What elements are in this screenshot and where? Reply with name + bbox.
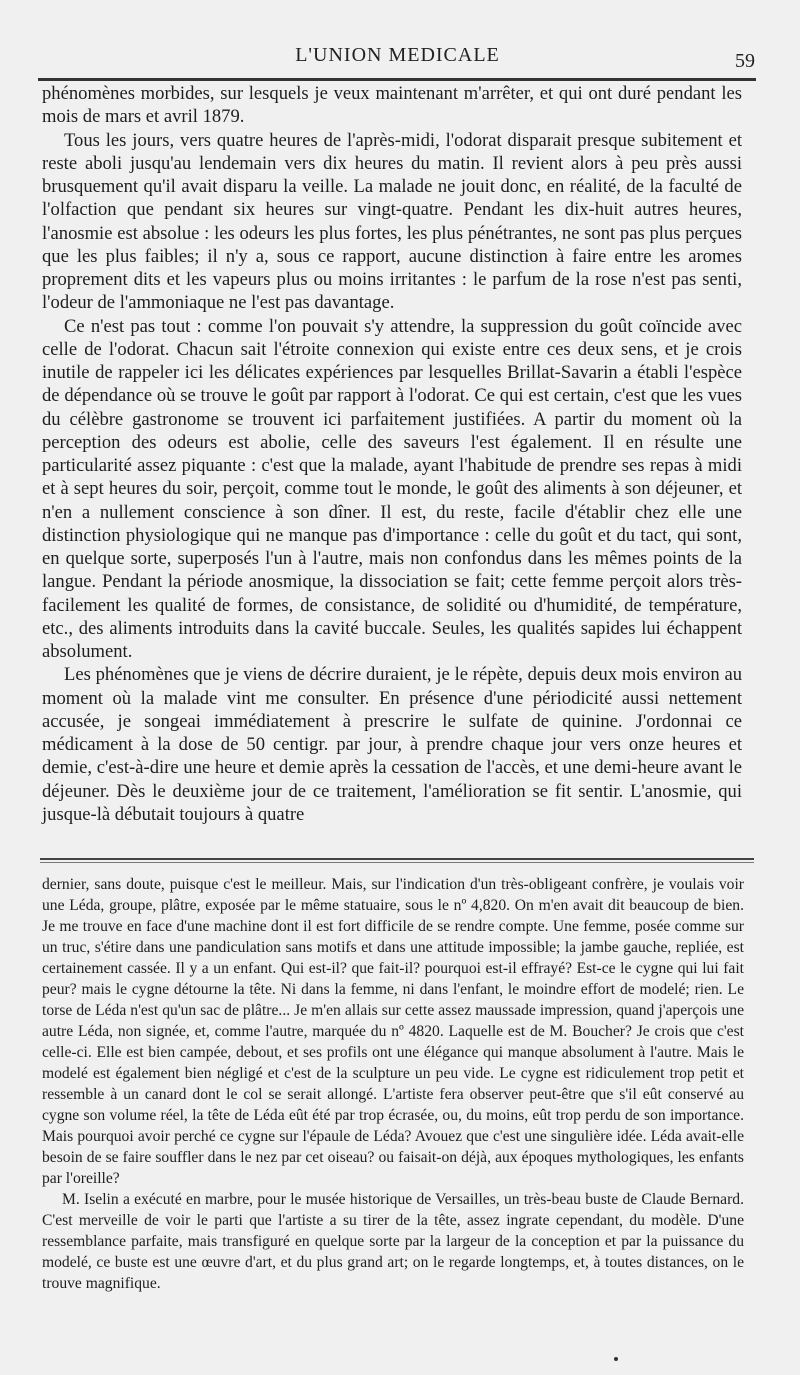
main-paragraph: phénomènes morbides, sur lesquels je veux maintenant m'arrêter, et qui ont duré pendant les mois de mars et avril 1879. [42,83,742,128]
running-title: L'UNION MEDICALE [295,44,500,66]
print-mark [614,1357,618,1361]
main-paragraph: Tous les jours, vers quatre heures de l'après-midi, l'odorat disparait presque subitement et reste aboli jusqu'au lendemain vers dix heures du matin. Il revient alors à peu près aussi brusquement qu'il avait disparu la veille. La malade ne jouit donc, en réalité, de la faculté de l'olfaction que pendant six heures sur vingt-quatre. Pendant les dix-huit autres heures, l'anosmie est absolue : les odeurs les plus fortes, les plus pénétrantes, ne sont pas plus perçues que les plus faibles; il n'y a, sous ce rapport, aucune distinction à faire entre les aromes proprement dits et les vapeurs plus ou moins irritantes : le parfum de la rose n'est pas senti, l'odeur de l'ammoniaque ne l'est pas davantage. [42,129,742,314]
main-paragraph: Les phénomènes que je viens de décrire duraient, je le répète, depuis deux mois environ au moment où la malade vint me consulter. En présence d'une périodicité aussi nettement accusée, je songeai immédiatement à prescrire le sulfate de quinine. J'ordonnai ce médicament à la dose de 50 centigr. par jour, à prendre chaque jour vers onze heures et demie, c'est-à-dire une heure et demie après la cessation de l'accès, et une demi-heure avant le déjeuner. Dès le deuxième jour de ce traitement, l'amélioration se fit sentir. L'anosmie, qui jusque-là débutait toujours à quatre [42,664,742,825]
main-text [42,82,742,826]
header-rule [38,78,756,81]
page-number: 59 [735,50,755,72]
footnote-paragraph: dernier, sans doute, puisque c'est le meilleur. Mais, sur l'indication d'un très-obligeant confrère, je voulais voir une Léda, groupe, plâtre, exposée par le même statuaire, sous le nº 4,820. On m'en avait dit beaucoup de bien. Je me trouve en face d'une machine dont il est fort difficile de se rendre compte. Une femme, posée comme sur un truc, s'étire dans une pandiculation sans motifs et dans une attitude impossible; la jambe gauche, repliée, est certainement cassée. Il y a un enfant. Qui est-il? que fait-il? pourquoi est-il effrayé? Est-ce le cygne qui lui fait peur? mais le cygne détourne la tête. Ni dans la femme, ni dans l'enfant, le moindre effort de modelé; rien. Le torse de Léda n'est qu'un sac de plâtre... Je m'en allais sur cette assez maussade impression, quand j'aperçois une autre Léda, non signée, et, comme l'autre, marquée du nº 4820. Laquelle est de M. Boucher? Je crois que c'est celle-ci. Elle est bien campée, debout, et ses profils ont une élégance qui manque absolument à l'autre. Mais le modelé est également bien négligé et c'est de la sculpture un peu vide. Le cygne est ridiculement trop petit et ressemble à un canard dont le col se serait allongé. L'artiste fera observer peut-être que s'il eût conservé au cygne son volume réel, la tête de Léda eût été par trop écrasée, ou, du moins, eût trop perdu de son importance. Mais pourquoi avoir perché ce cygne sur l'épaule de Léda? Avouez que c'est une singulière idée. Léda avait-elle besoin de se faire souffler dans le nez par cet oiseau? ou faisait-on déjà, aux époques mythologiques, les enfants par l'oreille? [42,876,744,1187]
footnote-text [42,874,744,1294]
footnote-paragraph: M. Iselin a exécuté en marbre, pour le musée historique de Versailles, un très-beau buste de Claude Bernard. C'est merveille de voir le parti que l'artiste a su tirer de la tête, assez ingrate cependant, du modèle. D'une ressemblance parfaite, mais transfiguré en quelque sorte par la largeur de la conception et par la puissance du modelé, ce buste est une œuvre d'art, et du plus grand art; on le regarde longtemps, et, à toutes distances, on le trouve magnifique. [42,1191,744,1292]
page-header [40,36,755,76]
footnote-separator [40,858,754,863]
main-paragraph: Ce n'est pas tout : comme l'on pouvait s'y attendre, la suppression du goût coïncide avec celle de l'odorat. Chacun sait l'étroite connexion qui existe entre ces deux sens, et je crois inutile de rappeler ici les délicates expériences par lesquelles Brillat-Savarin a établi l'espèce de dépendance où se trouve le goût par rapport à l'odorat. Ce qui est certain, c'est que les vues du célèbre gastronome se trouvent ici parfaitement justifiées. A partir du moment où la perception des odeurs est abolie, celle des saveurs l'est également. Il en résulte une particularité assez piquante : c'est que la malade, ayant l'habitude de prendre ses repas à midi et à sept heures du soir, perçoit, comme tout le monde, le goût des aliments à son déjeuner, et n'en a nullement conscience à son dîner. Il est, du reste, facile d'établir chez elle une distinction physiologique qui ne manque pas d'importance : celle du goût et du tact, qui sont, en quelque sorte, superposés l'un à l'autre, mais non confondus dans les mêmes points de la langue. Pendant la période anosmique, la dissociation se fait; cette femme perçoit alors très-facilement les qualité de formes, de consistance, de solidité ou d'humidité, de température, etc., des aliments introduits dans la cavité buccale. Seules, les qualités sapides lui échappent absolument. [42,315,742,662]
